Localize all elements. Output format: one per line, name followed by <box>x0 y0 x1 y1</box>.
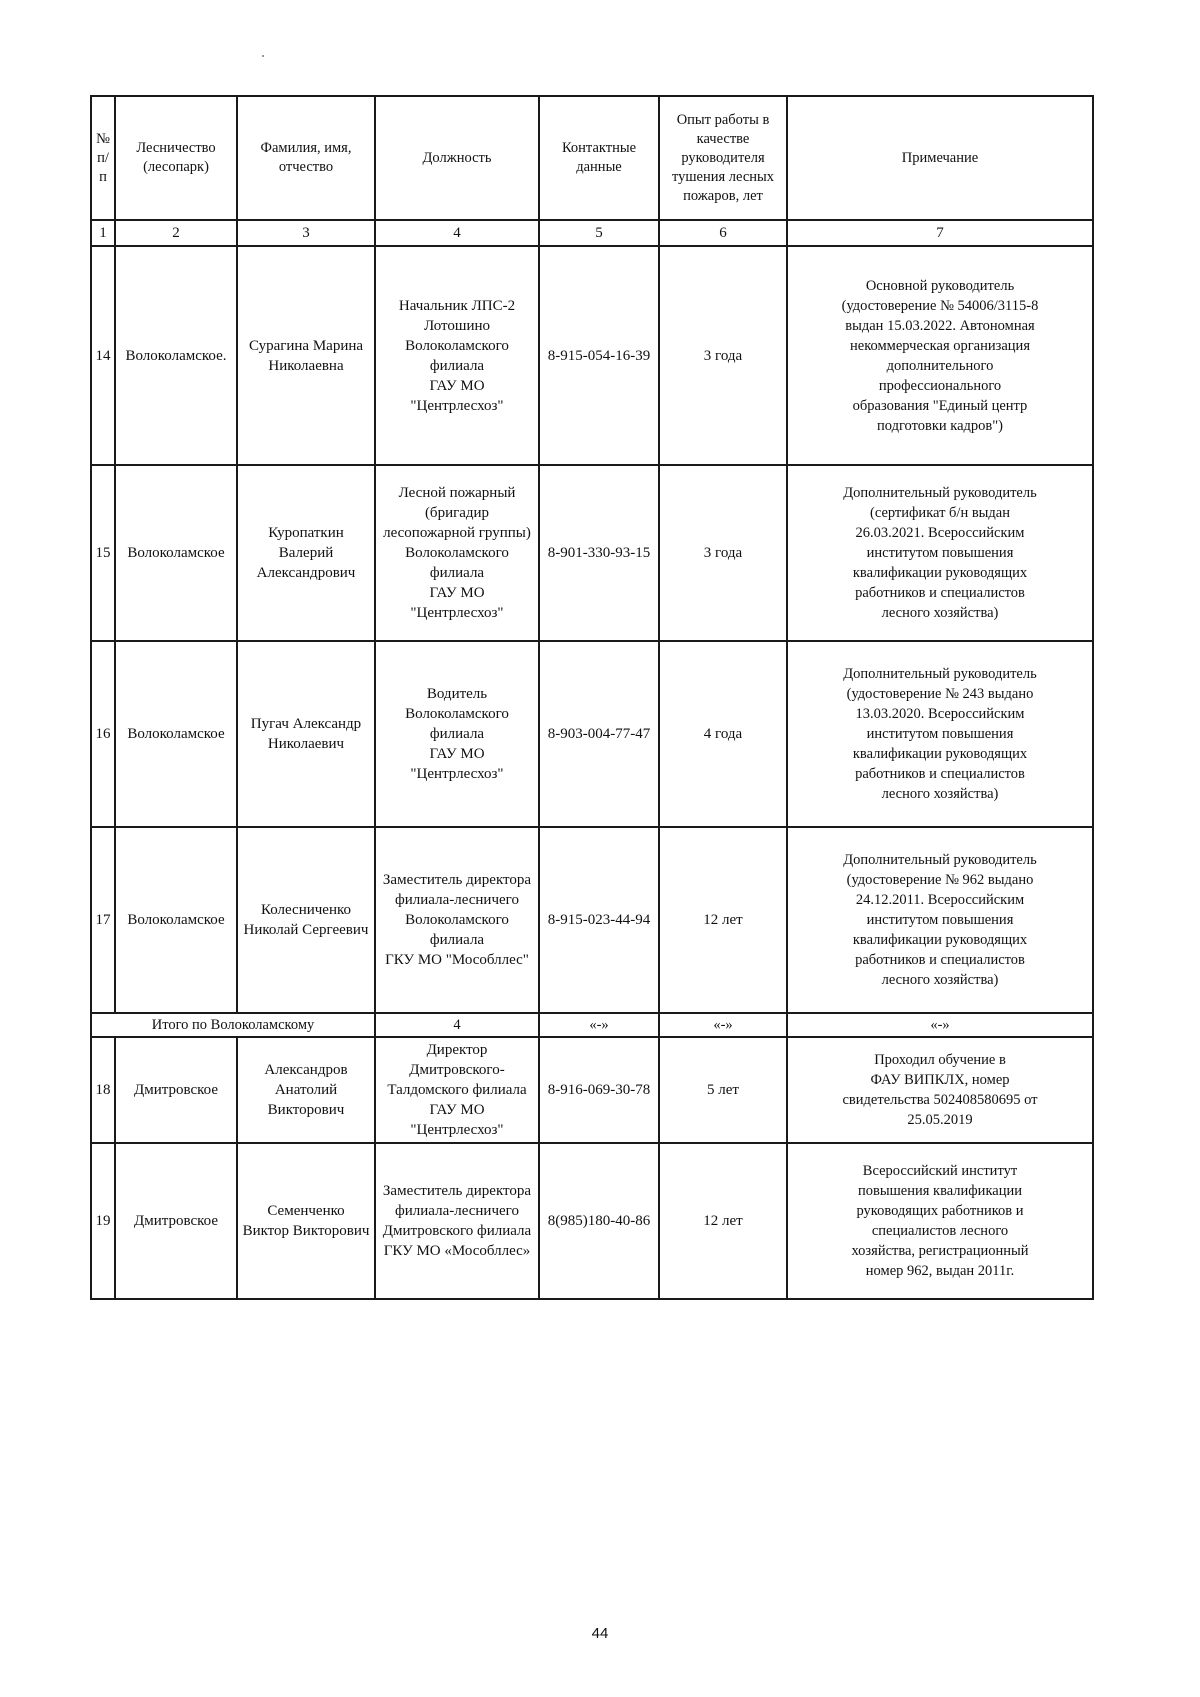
contact-cell: 8(985)180-40-86 <box>539 1143 659 1299</box>
experience-cell: 3 года <box>659 465 787 641</box>
experience-cell: 5 лет <box>659 1037 787 1143</box>
full-name-cell: Колесниченко Николай Сергеевич <box>237 827 375 1013</box>
column-number: 5 <box>539 220 659 246</box>
full-name-cell: Куропаткин Валерий Александрович <box>237 465 375 641</box>
subtotal-row <box>91 1013 1093 1037</box>
contact-cell: 8-916-069-30-78 <box>539 1037 659 1143</box>
column-number: 4 <box>375 220 539 246</box>
header-number: № п/п <box>91 96 115 220</box>
contact-cell: 8-915-023-44-94 <box>539 827 659 1013</box>
header-experience: Опыт работы в качестве руководителя тушения лесных пожаров, лет <box>659 96 787 220</box>
contact-cell: 8-901-330-93-15 <box>539 465 659 641</box>
note-cell: Дополнительный руководитель (удостоверение № 962 выдано 24.12.2011. Всероссийским институтом повышения квалификации руководящих работников и специалистов лесного хозяйства) <box>787 827 1093 1013</box>
header-note: Примечание <box>787 96 1093 220</box>
forestry-cell: Волоколамское. <box>115 246 237 465</box>
subtotal-contact: «-» <box>539 1013 659 1037</box>
column-number: 3 <box>237 220 375 246</box>
row-number: 14 <box>91 246 115 465</box>
table-row <box>91 1037 1093 1143</box>
experience-cell: 4 года <box>659 641 787 827</box>
note-cell: Дополнительный руководитель (удостоверение № 243 выдано 13.03.2020. Всероссийским институтом повышения квалификации руководящих работников и специалистов лесного хозяйства) <box>787 641 1093 827</box>
subtotal-note: «-» <box>787 1013 1093 1037</box>
table-row <box>91 246 1093 465</box>
forestry-cell: Дмитровское <box>115 1143 237 1299</box>
row-number: 15 <box>91 465 115 641</box>
full-name-cell: Александров Анатолий Викторович <box>237 1037 375 1143</box>
header-contact: Контактные данные <box>539 96 659 220</box>
table-row <box>91 827 1093 1013</box>
note-cell: Основной руководитель (удостоверение № 54006/3115-8 выдан 15.03.2022. Автономная некоммерческая организация дополнительного профессионального образования "Единый центр подготовки кадров") <box>787 246 1093 465</box>
subtotal-label: Итого по Волоколамскому <box>91 1013 375 1037</box>
forestry-cell: Дмитровское <box>115 1037 237 1143</box>
column-number: 6 <box>659 220 787 246</box>
table-row <box>91 465 1093 641</box>
full-name-cell: Сурагина Марина Николаевна <box>237 246 375 465</box>
row-number: 19 <box>91 1143 115 1299</box>
position-cell: Заместитель директора филиала-лесничего Дмитровского филиала ГКУ МО «Мособллес» <box>375 1143 539 1299</box>
column-number: 1 <box>91 220 115 246</box>
header-forestry: Лесничество (лесопарк) <box>115 96 237 220</box>
column-number: 2 <box>115 220 237 246</box>
full-name-cell: Семенченко Виктор Викторович <box>237 1143 375 1299</box>
column-number: 7 <box>787 220 1093 246</box>
table-row <box>91 1143 1093 1299</box>
full-name-cell: Пугач Александр Николаевич <box>237 641 375 827</box>
subtotal-count: 4 <box>375 1013 539 1037</box>
note-cell: Дополнительный руководитель (сертификат б/н выдан 26.03.2021. Всероссийским институтом повышения квалификации руководящих работников и специалистов лесного хозяйства) <box>787 465 1093 641</box>
note-cell: Проходил обучение в ФАУ ВИПКЛХ, номер свидетельства 502408580695 от 25.05.2019 <box>787 1037 1093 1143</box>
experience-cell: 3 года <box>659 246 787 465</box>
experience-cell: 12 лет <box>659 827 787 1013</box>
position-cell: Лесной пожарный (бригадир лесопожарной группы) Волоколамского филиала ГАУ МО "Центрлесхоз" <box>375 465 539 641</box>
subtotal-experience: «-» <box>659 1013 787 1037</box>
forestry-cell: Волоколамское <box>115 641 237 827</box>
header-position: Должность <box>375 96 539 220</box>
page-number: 44 <box>591 1625 609 1642</box>
row-number: 17 <box>91 827 115 1013</box>
row-number: 16 <box>91 641 115 827</box>
row-number: 18 <box>91 1037 115 1143</box>
experience-cell: 12 лет <box>659 1143 787 1299</box>
position-cell: Начальник ЛПС-2 Лотошино Волоколамского филиала ГАУ МО "Центрлесхоз" <box>375 246 539 465</box>
forest-fire-leaders-table <box>90 95 1094 1300</box>
forestry-cell: Волоколамское <box>115 465 237 641</box>
position-cell: Заместитель директора филиала-лесничего Волоколамского филиала ГКУ МО "Мособллес" <box>375 827 539 1013</box>
contact-cell: 8-915-054-16-39 <box>539 246 659 465</box>
header-full-name: Фамилия, имя, отчество <box>237 96 375 220</box>
forestry-cell: Волоколамское <box>115 827 237 1013</box>
scan-speck <box>262 55 264 57</box>
header-row <box>91 96 1093 220</box>
note-cell: Всероссийский институт повышения квалификации руководящих работников и специалистов лесного хозяйства, регистрационный номер 962, выдан 2011г. <box>787 1143 1093 1299</box>
column-number-row <box>91 220 1093 246</box>
position-cell: Директор Дмитровского- Талдомского филиала ГАУ МО "Центрлесхоз" <box>375 1037 539 1143</box>
contact-cell: 8-903-004-77-47 <box>539 641 659 827</box>
position-cell: Водитель Волоколамского филиала ГАУ МО "Центрлесхоз" <box>375 641 539 827</box>
table-row <box>91 641 1093 827</box>
